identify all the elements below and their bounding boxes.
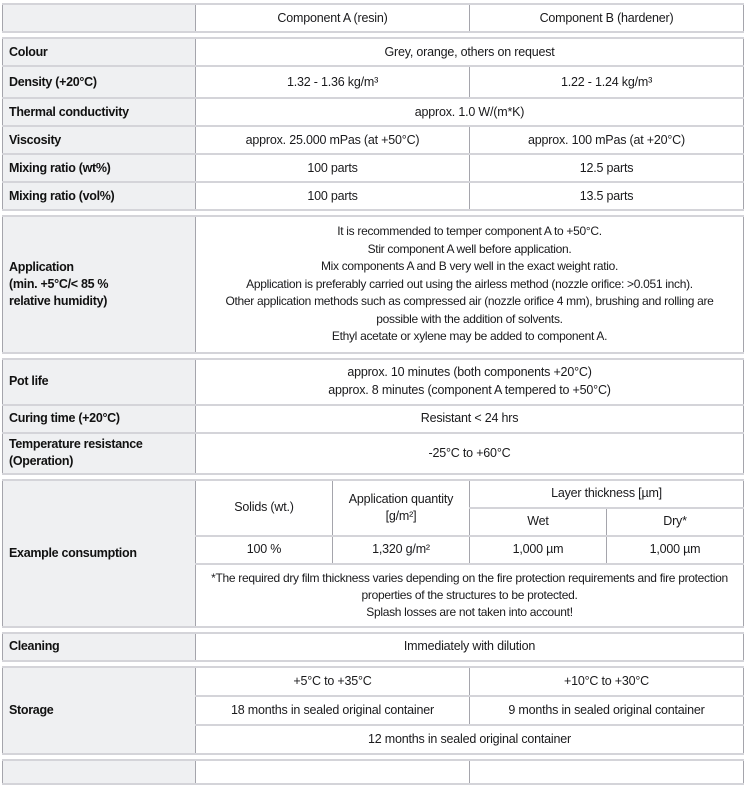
storage-section (2, 666, 744, 755)
viscosity-value-a: approx. 25.000 mPas (at +50°C) (196, 126, 470, 154)
density-row (3, 66, 744, 98)
viscosity-row (3, 126, 744, 154)
wet-header: Wet (470, 508, 607, 536)
storage-temp-b: +10°C to +30°C (470, 667, 744, 696)
thermal-conductivity-value: approx. 1.0 W/(m*K) (196, 98, 744, 126)
storage-shelf-b: 9 months in sealed original container (470, 696, 744, 725)
mixing-ratio-vol-label: Mixing ratio (vol%) (3, 182, 196, 210)
storage-temp-row (3, 667, 744, 696)
application-row (3, 216, 744, 353)
layer-thickness-header: Layer thickness [µm] (470, 480, 744, 508)
thermal-conductivity-label: Thermal conductivity (3, 98, 196, 126)
wet-value: 1,000 µm (470, 536, 607, 564)
mixing-ratio-wt-row (3, 154, 744, 182)
cleaning-label: Cleaning (3, 633, 196, 661)
partial-bottom-cell-a (196, 760, 470, 784)
viscosity-value-b: approx. 100 mPas (at +20°C) (470, 126, 744, 154)
consumption-section (2, 479, 744, 628)
cleaning-value: Immediately with dilution (196, 633, 744, 661)
application-line: Application is preferably carried out using the airless method (nozzle orifice: >0.051 inch). (246, 276, 693, 291)
mixing-ratio-wt-value-a: 100 parts (196, 154, 470, 182)
cleaning-row (3, 633, 744, 661)
colour-row (3, 38, 744, 66)
storage-shelf-combined: 12 months in sealed original container (196, 725, 744, 754)
properties-section (2, 37, 744, 211)
mixing-ratio-wt-value-b: 12.5 parts (470, 154, 744, 182)
temperature-resistance-label (3, 433, 196, 474)
viscosity-label: Viscosity (3, 126, 196, 154)
temperature-resistance-value: -25°C to +60°C (196, 433, 744, 474)
application-quantity-header-line1: Application quantity (348, 491, 454, 506)
curing-time-label: Curing time (+20°C) (3, 405, 196, 433)
partial-bottom-row (3, 760, 744, 784)
header-row (3, 4, 744, 32)
consumption-footnote-para2: Splash losses are not taken into account! (366, 604, 573, 619)
consumption-header-row1 (3, 480, 744, 508)
curing-time-value: Resistant < 24 hrs (196, 405, 744, 433)
temperature-resistance-label-line2: (Operation) (9, 454, 74, 468)
curing-time-row (3, 405, 744, 433)
header-empty-cell (3, 4, 196, 32)
thermal-conductivity-row (3, 98, 744, 126)
header-component-a: Component A (resin) (196, 4, 470, 32)
density-value-b: 1.22 - 1.24 kg/m³ (470, 66, 744, 98)
application-label-line3: relative humidity) (9, 293, 108, 308)
application-section (2, 215, 744, 354)
partial-bottom-section (2, 759, 744, 785)
pot-life-value (196, 359, 744, 405)
mixing-ratio-vol-row (3, 182, 744, 210)
curing-section (2, 358, 744, 475)
pot-life-label: Pot life (3, 359, 196, 405)
colour-label: Colour (3, 38, 196, 66)
mixing-ratio-wt-label: Mixing ratio (wt%) (3, 154, 196, 182)
mixing-ratio-vol-value-b: 13.5 parts (470, 182, 744, 210)
pot-life-row (3, 359, 744, 405)
consumption-footnote (196, 564, 744, 627)
partial-bottom-label (3, 760, 196, 784)
dry-header: Dry* (607, 508, 744, 536)
application-instructions (196, 216, 744, 353)
quantity-value: 1,320 g/m² (333, 536, 470, 564)
temperature-resistance-label-line1: Temperature resistance (9, 437, 143, 452)
consumption-label: Example consumption (3, 480, 196, 627)
application-label (3, 216, 196, 353)
application-label-line2: (min. +5°C/< 85 % (9, 276, 109, 291)
header-component-b: Component B (hardener) (470, 4, 744, 32)
density-value-a: 1.32 - 1.36 kg/m³ (196, 66, 470, 98)
application-line: Stir component A well before application. (367, 241, 572, 256)
colour-value: Grey, orange, others on request (196, 38, 744, 66)
application-line: Ethyl acetate or xylene may be added to component A. (331, 329, 608, 343)
application-line: Other application methods such as compressed air (nozzle orifice 4 mm), brushing and rolling are possible with the addition of solvents. (225, 294, 714, 326)
density-label: Density (+20°C) (3, 66, 196, 98)
storage-temp-a: +5°C to +35°C (196, 667, 470, 696)
dry-value: 1,000 µm (607, 536, 744, 564)
pot-life-line2: approx. 8 minutes (component A tempered to +50°C) (328, 382, 611, 397)
temperature-resistance-row (3, 433, 744, 474)
pot-life-line1: approx. 10 minutes (both components +20°C) (347, 365, 592, 379)
application-label-line1: Application (9, 259, 74, 274)
partial-bottom-cell-b (470, 760, 744, 784)
solids-header: Solids (wt.) (196, 480, 333, 536)
storage-shelf-a: 18 months in sealed original container (196, 696, 470, 725)
mixing-ratio-vol-value-a: 100 parts (196, 182, 470, 210)
application-quantity-header-line2: [g/m²] (385, 508, 417, 523)
application-line: Mix components A and B very well in the exact weight ratio. (320, 259, 619, 273)
header-section (2, 3, 744, 33)
application-line: It is recommended to temper component A to +50°C. (337, 224, 602, 238)
solids-value: 100 % (196, 536, 333, 564)
cleaning-section (2, 632, 744, 662)
application-quantity-header (333, 480, 470, 536)
storage-label: Storage (3, 667, 196, 754)
consumption-footnote-para1: *The required dry film thickness varies depending on the fire protection requirements and fire protection properties of the structures to be protected. (211, 570, 728, 602)
